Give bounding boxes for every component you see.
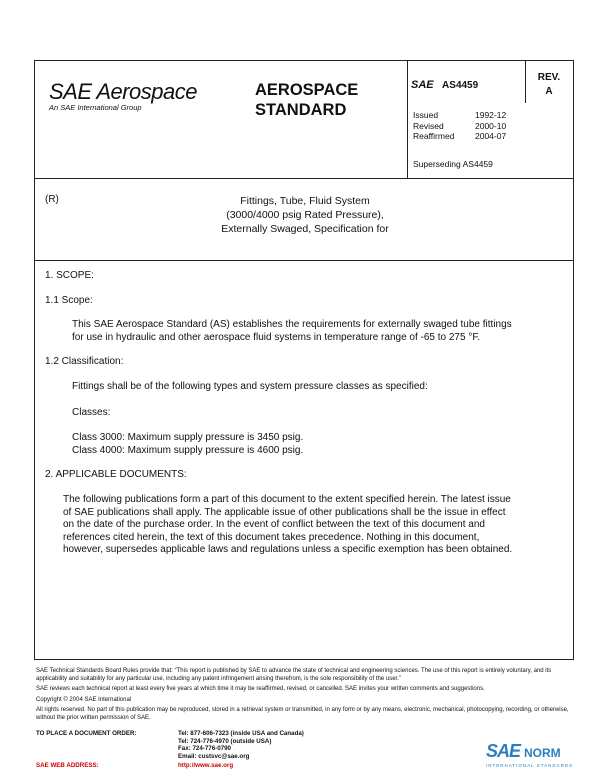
superseding-note: Superseding AS4459 <box>413 159 493 169</box>
paragraph: Fittings shall be of the following types and system pressure classes as specified: <box>72 381 428 392</box>
sae-norm-stamp <box>486 741 574 768</box>
contact-line: Tel: 724-776-4970 (outside USA) <box>178 737 272 745</box>
stamp-sae: SAE <box>486 741 521 761</box>
subsection-heading: 1.1 Scope: <box>45 295 93 306</box>
paragraph-line: This SAE Aerospace Standard (AS) establishes the requirements for externally swaged tube fittings <box>72 319 512 330</box>
rights-notice: All rights reserved. No part of this publication may be reproduced, stored in a retrieval system or transmitted, in any form or by any means, electronic, mechanical, photocopying, recording, or otherwise, without the prior written permission of SAE. <box>36 707 569 721</box>
contact-line: Fax: 724-776-0790 <box>178 745 231 753</box>
date-row <box>413 131 506 142</box>
sae-aerospace-logo <box>49 79 197 112</box>
paragraph-line: for use in hydraulic and other aerospace fluid systems in temperature range of -65 to 275 °F. <box>72 331 481 343</box>
date-value: 2000-10 <box>475 120 507 131</box>
rev-value: A <box>545 86 553 97</box>
paragraph-line: on the date of the purchase order. In the event of conflict between the text of this document and <box>63 519 485 530</box>
date-row <box>413 121 506 132</box>
title-line: Externally Swaged, Specification for <box>221 223 389 235</box>
sae-mark: SAE <box>411 79 434 91</box>
logo-text: SAE Aerospace <box>49 79 197 104</box>
title-line: Fittings, Tube, Fluid System <box>240 195 370 207</box>
header-block <box>35 61 573 179</box>
date-table <box>413 110 506 142</box>
contact-line: Tel: 877-606-7323 (inside USA and Canada) <box>178 730 304 737</box>
document-frame <box>34 60 574 660</box>
web-label: SAE WEB ADDRESS: <box>36 762 99 769</box>
class-item: Class 4000: Maximum supply pressure is 4600 psig. <box>72 444 304 456</box>
web-link[interactable]: http://www.sae.org <box>178 762 234 769</box>
paragraph-line: of SAE publications shall apply. The applicable issue of other publications shall be the issue in effect <box>63 506 506 518</box>
footer-notices <box>36 668 576 726</box>
divider <box>407 61 408 178</box>
revision-box <box>525 71 573 99</box>
paragraph <box>72 319 512 344</box>
section-heading: 1. SCOPE: <box>45 270 94 281</box>
date-value: 1992-12 <box>475 110 507 120</box>
date-row <box>413 110 506 121</box>
logo-tagline: An SAE International Group <box>49 103 142 112</box>
paragraph-line: references cited herein, the text of this document takes precedence. Nothing in this document, <box>63 531 480 543</box>
rev-label: REV. <box>537 72 561 83</box>
rules-notice: SAE Technical Standards Board Rules provide that: “This report is published by SAE to advance the state of technical and engineering sciences. The use of this report is entirely voluntary, and its applicability and suitability for any particular use, including any patent infringement arising therefrom, is the sole responsibility of the user.” <box>36 668 552 682</box>
order-contacts <box>178 730 378 760</box>
standard-title <box>255 80 358 120</box>
copyright: Copyright © 2004 SAE International <box>36 696 132 703</box>
paragraph-line: however, supersedes applicable laws and regulations unless a specific exemption has been obtained. <box>63 544 513 555</box>
title-line: (3000/4000 psig Rated Pressure), <box>226 209 384 221</box>
section-heading: 2. APPLICABLE DOCUMENTS: <box>45 469 187 480</box>
date-label: Revised <box>413 120 444 131</box>
class-list <box>72 432 303 457</box>
date-value: 2004-07 <box>475 131 507 141</box>
date-label: Issued <box>413 110 439 120</box>
title-block <box>35 178 573 261</box>
paragraph <box>63 494 512 557</box>
revision-marker: (R) <box>45 194 59 205</box>
doc-number-value: AS4459 <box>442 80 479 91</box>
paragraph-line: The following publications form a part of this document to the extent specified herein. The latest issue <box>63 494 511 505</box>
class-item: Class 3000: Maximum supply pressure is 3450 psig. <box>72 432 304 443</box>
review-notice: SAE reviews each technical report at least every five years at which time it may be reaffirmed, revised, or cancelled. SAE invites your written comments and suggestions. <box>36 686 485 693</box>
standard-title-line: STANDARD <box>255 101 347 119</box>
order-label: TO PLACE A DOCUMENT ORDER: <box>36 730 137 737</box>
document-number <box>411 79 478 91</box>
stamp-norm: NORM <box>524 746 561 760</box>
date-label: Reaffirmed <box>413 131 455 141</box>
classes-label: Classes: <box>72 407 111 418</box>
stamp-caption: INTERNATIONAL STANDARDS <box>486 763 574 768</box>
contact-line[interactable]: Email: custsvc@sae.org <box>178 752 250 760</box>
document-title <box>95 194 515 236</box>
subsection-heading: 1.2 Classification: <box>45 356 124 367</box>
standard-title-line: AEROSPACE <box>255 81 359 99</box>
